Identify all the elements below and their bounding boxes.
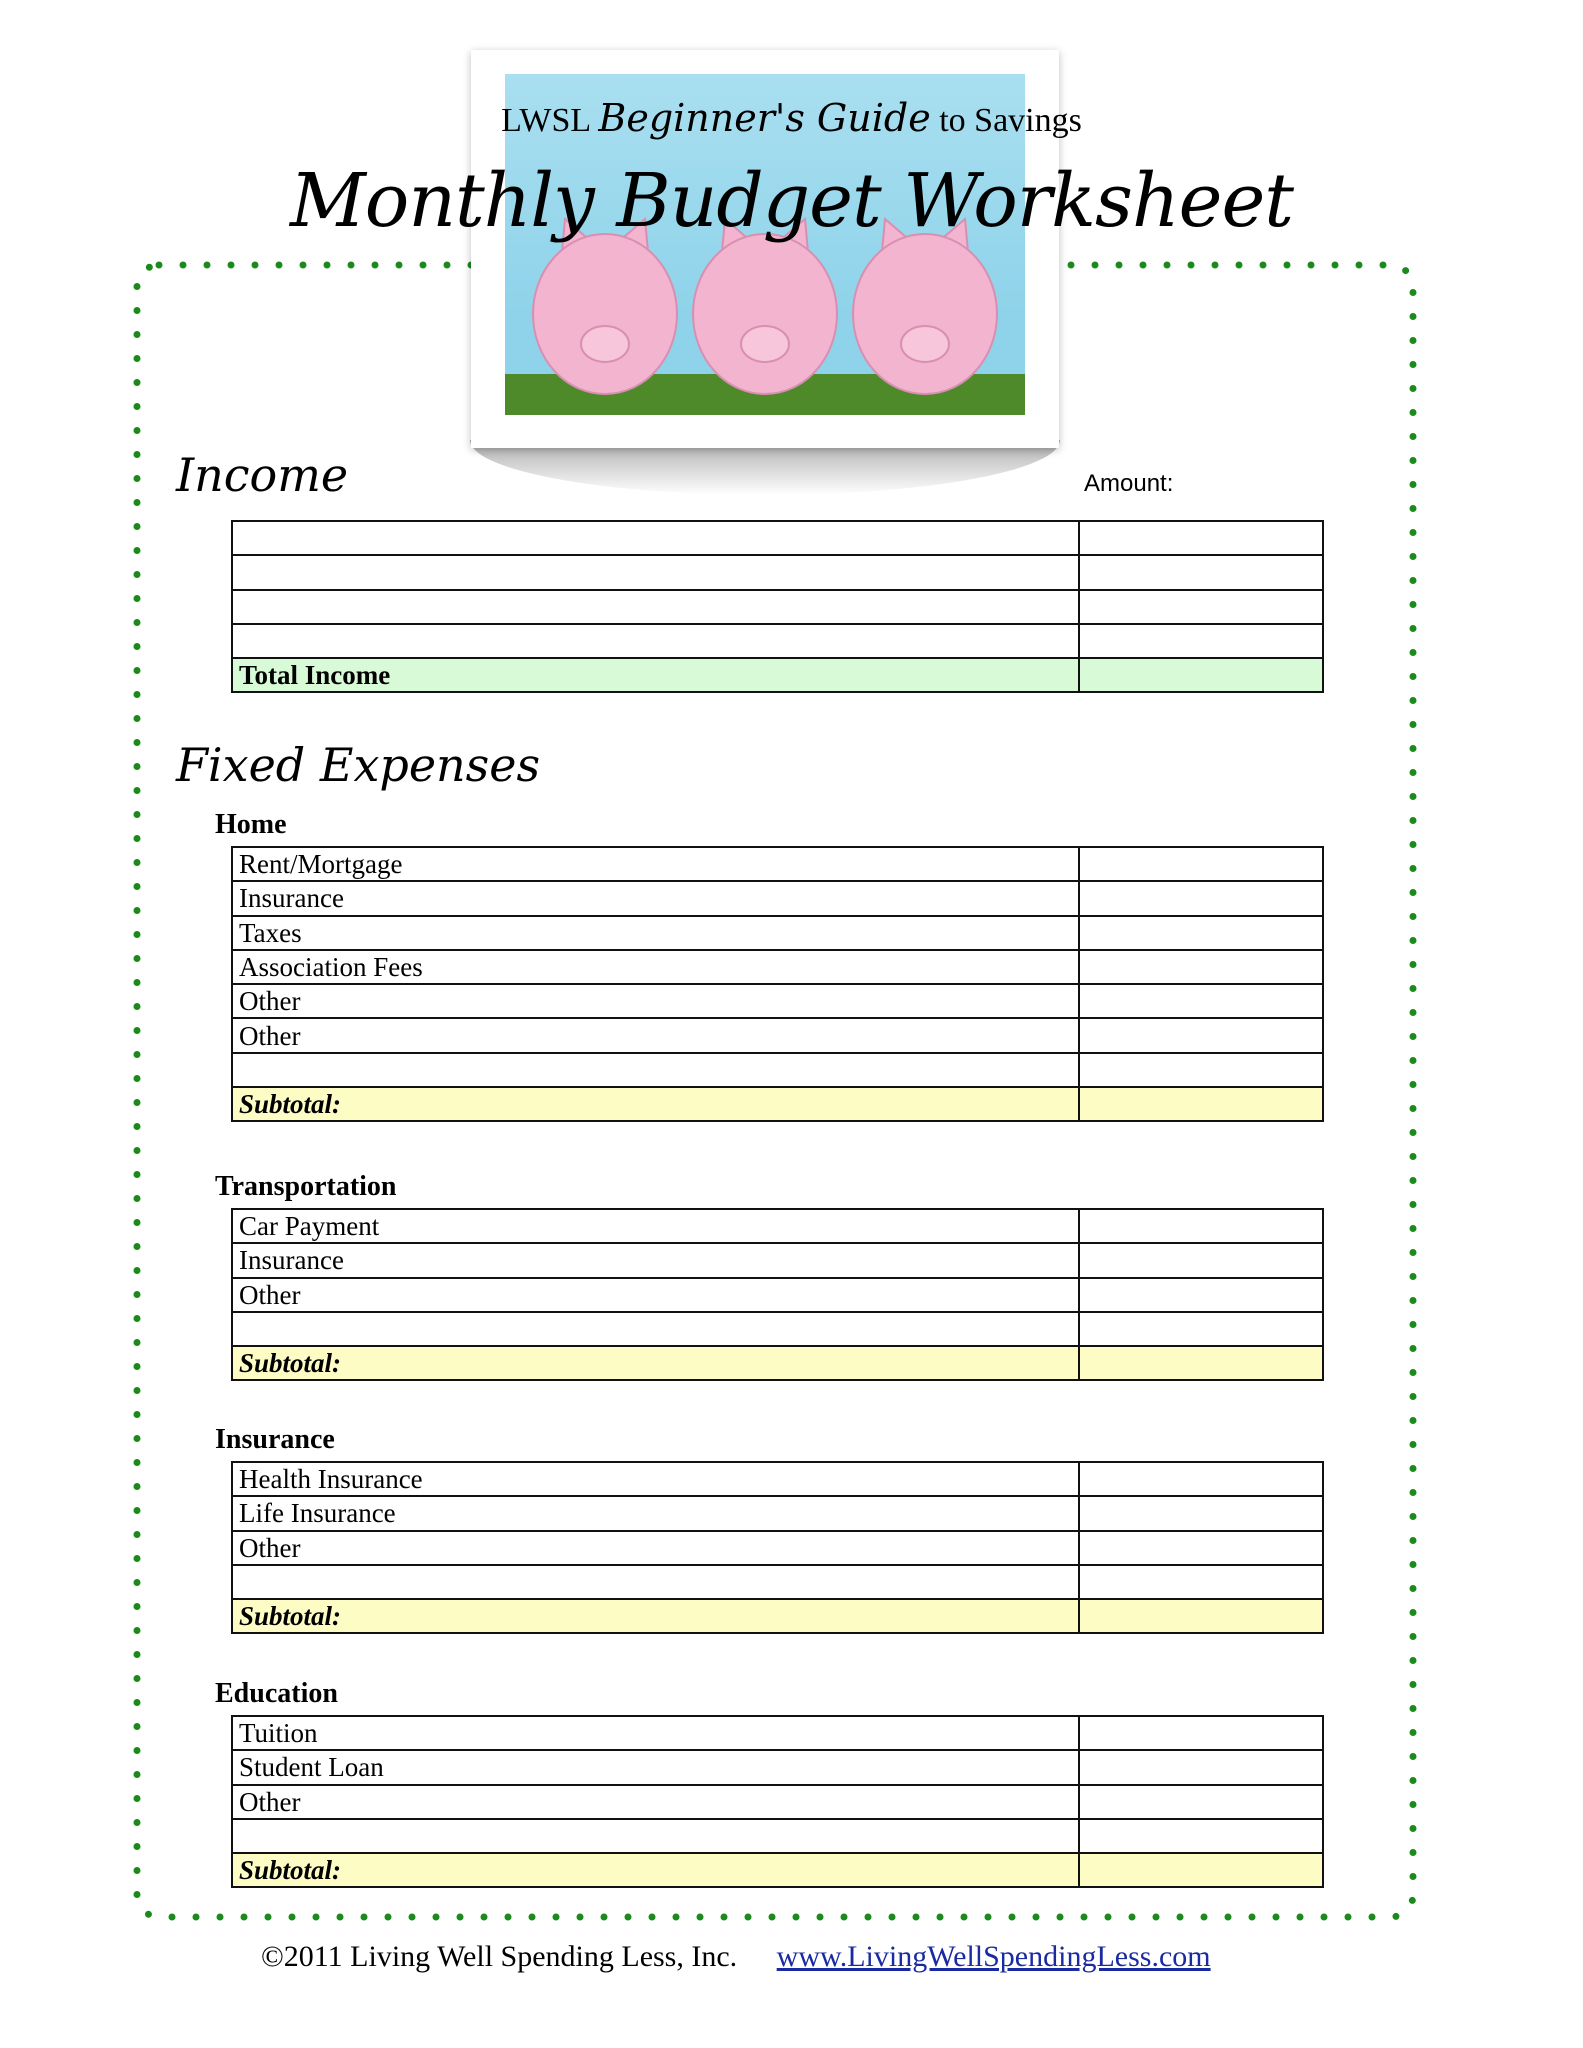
amount-cell[interactable] [1079,1565,1323,1599]
table-row [232,1209,1323,1243]
subtotal-row [232,1853,1323,1887]
table-row [232,590,1323,624]
table-row [232,1496,1323,1530]
guide-subtitle [0,96,1583,140]
row-label[interactable] [232,1053,1079,1087]
table-row [232,916,1323,950]
amount-cell[interactable] [1079,1346,1323,1380]
row-label[interactable]: Life Insurance [232,1496,1079,1530]
expense-table-transportation [231,1208,1324,1381]
row-label[interactable]: Other [232,1785,1079,1819]
table-row [232,1750,1323,1784]
subtotal-row [232,1346,1323,1380]
row-label[interactable] [232,1312,1079,1346]
amount-cell[interactable] [1079,881,1323,915]
row-label[interactable] [232,555,1079,589]
amount-cell[interactable] [1079,1819,1323,1853]
table-row [232,1312,1323,1346]
page-title: Monthly Budget Worksheet [290,158,1293,244]
amount-cell[interactable] [1079,624,1323,658]
amount-cell[interactable] [1079,984,1323,1018]
row-label[interactable]: Subtotal: [232,1087,1079,1121]
group-label-education: Education [215,1678,338,1709]
table-row [232,984,1323,1018]
row-label[interactable]: Insurance [232,1243,1079,1277]
amount-cell[interactable] [1079,1785,1323,1819]
row-label[interactable]: Car Payment [232,1209,1079,1243]
subtitle-script: Beginner's Guide [598,96,931,140]
row-label[interactable] [232,521,1079,555]
subtotal-row [232,1599,1323,1633]
group-label-home: Home [215,809,287,840]
row-label[interactable]: Subtotal: [232,1346,1079,1380]
amount-cell[interactable] [1079,1312,1323,1346]
row-label[interactable]: Subtotal: [232,1599,1079,1633]
amount-cell[interactable] [1079,847,1323,881]
row-label[interactable]: Other [232,1531,1079,1565]
expense-table-education [231,1715,1324,1888]
amount-cell[interactable] [1079,1087,1323,1121]
amount-cell[interactable] [1079,1053,1323,1087]
amount-cell[interactable] [1079,1599,1323,1633]
table-row [232,1462,1323,1496]
amount-cell[interactable] [1079,1209,1323,1243]
row-label[interactable]: Other [232,984,1079,1018]
row-label[interactable] [232,624,1079,658]
table-row [232,555,1323,589]
row-label[interactable] [232,590,1079,624]
amount-cell[interactable] [1079,916,1323,950]
table-row [232,1531,1323,1565]
row-label[interactable]: Insurance [232,881,1079,915]
group-label-transportation: Transportation [215,1171,397,1202]
website-link[interactable]: www.LivingWellSpendingLess.com [776,1940,1211,1973]
group-label-insurance: Insurance [215,1424,335,1455]
amount-cell[interactable] [1079,950,1323,984]
row-label[interactable]: Taxes [232,916,1079,950]
amount-cell[interactable] [1079,1750,1323,1784]
copyright-text: ©2011 Living Well Spending Less, Inc. [261,1940,738,1973]
income-heading: Income [176,448,349,502]
amount-cell[interactable] [1079,555,1323,589]
subtotal-row [232,1087,1323,1121]
amount-label: Amount: [1084,470,1174,497]
total-row [232,658,1323,692]
amount-cell[interactable] [1079,1716,1323,1750]
amount-cell[interactable] [1079,1496,1323,1530]
row-label[interactable]: Tuition [232,1716,1079,1750]
footer [261,1940,1211,1974]
table-row [232,521,1323,555]
row-label[interactable]: Association Fees [232,950,1079,984]
subtitle-lwsl: LWSL [501,102,590,139]
amount-cell[interactable] [1079,590,1323,624]
amount-cell[interactable] [1079,658,1323,692]
table-row [232,624,1323,658]
table-row [232,847,1323,881]
amount-cell[interactable] [1079,1462,1323,1496]
amount-cell[interactable] [1079,521,1323,555]
amount-cell[interactable] [1079,1018,1323,1052]
table-row [232,950,1323,984]
table-row [232,1053,1323,1087]
table-row [232,1716,1323,1750]
row-label[interactable]: Other [232,1018,1079,1052]
row-label[interactable]: Subtotal: [232,1853,1079,1887]
amount-cell[interactable] [1079,1853,1323,1887]
subtitle-end: to Savings [939,102,1082,139]
table-row [232,1785,1323,1819]
row-label[interactable]: Student Loan [232,1750,1079,1784]
table-row [232,1018,1323,1052]
amount-cell[interactable] [1079,1531,1323,1565]
expense-table-insurance [231,1461,1324,1634]
table-row [232,881,1323,915]
table-row [232,1819,1323,1853]
row-label[interactable] [232,1565,1079,1599]
table-row [232,1565,1323,1599]
row-label[interactable]: Total Income [232,658,1079,692]
table-row [232,1243,1323,1277]
amount-cell[interactable] [1079,1278,1323,1312]
expense-table-home [231,846,1324,1122]
fixed-expenses-heading: Fixed Expenses [176,738,541,792]
row-label[interactable] [232,1819,1079,1853]
amount-cell[interactable] [1079,1243,1323,1277]
row-label[interactable]: Other [232,1278,1079,1312]
income-table [231,520,1324,693]
row-label[interactable]: Health Insurance [232,1462,1079,1496]
table-row [232,1278,1323,1312]
row-label[interactable]: Rent/Mortgage [232,847,1079,881]
